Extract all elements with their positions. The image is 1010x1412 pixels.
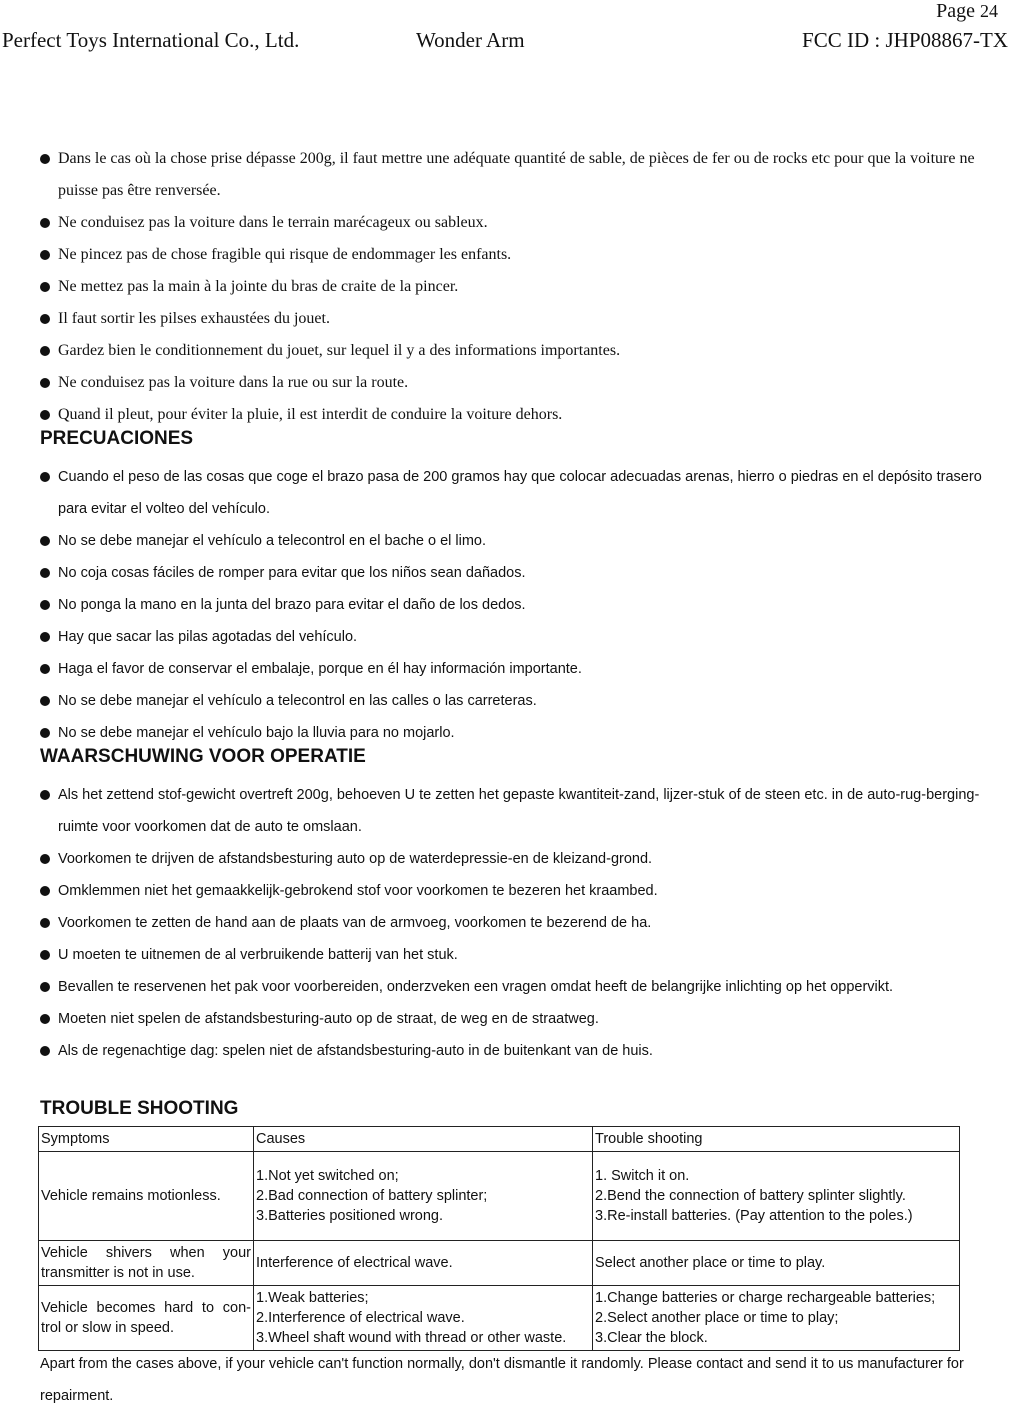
- list-item: Cuando el peso de las cosas que coge el brazo pasa de 200 gramos hay que colocar adecuadas arenas, hierro o piedras en el depósito trasero para evitar el volteo del vehículo.: [40, 461, 990, 525]
- header-fcc-id: FCC ID : JHP08867-TX: [802, 28, 1008, 52]
- cause-line: Interference of electrical wave.: [256, 1255, 453, 1271]
- list-item: Ne mettez pas la main à la jointe du bras de craite de la pincer.: [40, 271, 990, 303]
- list-item: Dans le cas où la chose prise dépasse 200g, il faut mettre une adéquate quantité de sable, de pièces de fer ou de rocks etc pour que la voiture ne puisse pas être renversée.: [40, 143, 990, 207]
- list-item: Gardez bien le conditionnement du jouet, sur lequel il y a des informations importantes.: [40, 335, 990, 367]
- fix-line: 2.Select another place or time to play;: [595, 1310, 839, 1326]
- table-row: [39, 1241, 960, 1286]
- causes-cell: [254, 1241, 593, 1286]
- troubleshooting-note: Apart from the cases above, if your vehicle can't function normally, don't dismantle it randomly. Please contact and send it to us manufacturer for repairment.: [40, 1356, 964, 1404]
- list-item: Quand il pleut, pour éviter la pluie, il est interdit de conduire la voiture dehors.: [40, 399, 990, 431]
- list-item: Bevallen te reservenen het pak voor voorbereiden, onderzveken een vragen omdat heeft de belangrijke inlichting op het oppervikt.: [40, 971, 990, 1003]
- cause-line: 3.Wheel shaft wound with thread or other waste.: [256, 1330, 567, 1346]
- cause-line: 2.Bad connection of battery splinter;: [256, 1188, 488, 1204]
- list-item: Als het zettend stof-gewicht overtreft 200g, behoeven U te zetten het gepaste kwantiteit-zand, lijzer-stuk of de steen etc. in de auto-rug-berging-ruimte voor voorkomen dat de auto te omslaan.: [40, 779, 990, 843]
- list-item: Moeten niet spelen de afstandsbesturing-auto op de straat, de weg en de straatweg.: [40, 1003, 990, 1035]
- column-header-symptoms: Symptoms: [39, 1127, 254, 1152]
- symptom-cell: Vehicle shivers when your transmitter is not in use.: [39, 1241, 254, 1286]
- page-header: [0, 28, 1010, 58]
- list-item: Haga el favor de conservar el embalaje, porque en él hay información importante.: [40, 653, 990, 685]
- table-header-row: [39, 1127, 960, 1152]
- dutch-heading: WAARSCHUWING VOOR OPERATIE: [40, 746, 366, 767]
- list-item: Ne conduisez pas la voiture dans le terrain marécageux ou sableux.: [40, 207, 990, 239]
- list-item: Ne conduisez pas la voiture dans la rue ou sur la route.: [40, 367, 990, 399]
- list-item: Voorkomen te drijven de afstandsbesturing auto op de waterdepressie-en de kleizand-grond.: [40, 843, 990, 875]
- causes-cell: [254, 1286, 593, 1351]
- dutch-warnings-list: [40, 779, 990, 1067]
- cause-line: 3.Batteries positioned wrong.: [256, 1208, 443, 1224]
- fix-line: 3.Re-install batteries. (Pay attention to the poles.): [595, 1208, 913, 1224]
- fix-line: 1.Change batteries or charge rechargeable batteries;: [595, 1290, 936, 1306]
- cause-line: 2.Interference of electrical wave.: [256, 1310, 465, 1326]
- spanish-warnings-list: [40, 461, 990, 749]
- troubleshooting-table: [38, 1126, 960, 1351]
- troubleshooting-heading: TROUBLE SHOOTING: [40, 1098, 239, 1119]
- fixes-cell: [593, 1152, 960, 1241]
- list-item: No coja cosas fáciles de romper para evitar que los niños sean dañados.: [40, 557, 990, 589]
- spanish-heading: PRECUACIONES: [40, 428, 194, 449]
- list-item: No se debe manejar el vehículo a telecontrol en las calles o las carreteras.: [40, 685, 990, 717]
- symptom-cell: Vehicle remains motionless.: [39, 1152, 254, 1241]
- french-warnings-list: [40, 143, 990, 431]
- fix-line: 3.Clear the block.: [595, 1330, 708, 1346]
- page-label: Page: [936, 0, 975, 22]
- column-header-trouble-shooting: Trouble shooting: [593, 1127, 960, 1152]
- list-item: No se debe manejar el vehículo bajo la lluvia para no mojarlo.: [40, 717, 990, 749]
- fix-line: Select another place or time to play.: [595, 1255, 826, 1271]
- fix-line: 2.Bend the connection of battery splinter slightly.: [595, 1188, 906, 1204]
- list-item: No ponga la mano en la junta del brazo para evitar el daño de los dedos.: [40, 589, 990, 621]
- table-row: [39, 1286, 960, 1351]
- list-item: Il faut sortir les pilses exhaustées du jouet.: [40, 303, 990, 335]
- column-header-causes: Causes: [254, 1127, 593, 1152]
- cause-line: 1.Not yet switched on;: [256, 1168, 399, 1184]
- fixes-cell: [593, 1241, 960, 1286]
- list-item: Ne pincez pas de chose fragible qui risque de endommager les enfants.: [40, 239, 990, 271]
- list-item: U moeten te uitnemen de al verbruikende batterij van het stuk.: [40, 939, 990, 971]
- page-number-value: 24: [980, 1, 998, 21]
- cause-line: 1.Weak batteries;: [256, 1290, 369, 1306]
- causes-cell: [254, 1152, 593, 1241]
- fixes-cell: [593, 1286, 960, 1351]
- fix-line: 1. Switch it on.: [595, 1168, 690, 1184]
- page-number: [936, 0, 998, 23]
- list-item: No se debe manejar el vehículo a telecontrol en el bache o el limo.: [40, 525, 990, 557]
- list-item: Omklemmen niet het gemaakkelijk-gebrokend stof voor voorkomen te bezeren het kraambed.: [40, 875, 990, 907]
- list-item: Als de regenachtige dag: spelen niet de afstandsbesturing-auto in de buitenkant van de huis.: [40, 1035, 990, 1067]
- symptom-cell: Vehicle becomes hard to con-trol or slow in speed.: [39, 1286, 254, 1351]
- header-product: Wonder Arm: [416, 28, 525, 52]
- table-row: [39, 1152, 960, 1241]
- list-item: Voorkomen te zetten de hand aan de plaats van de armvoeg, voorkomen te bezerend de ha.: [40, 907, 990, 939]
- list-item: Hay que sacar las pilas agotadas del vehículo.: [40, 621, 990, 653]
- header-company: Perfect Toys International Co., Ltd.: [2, 28, 300, 52]
